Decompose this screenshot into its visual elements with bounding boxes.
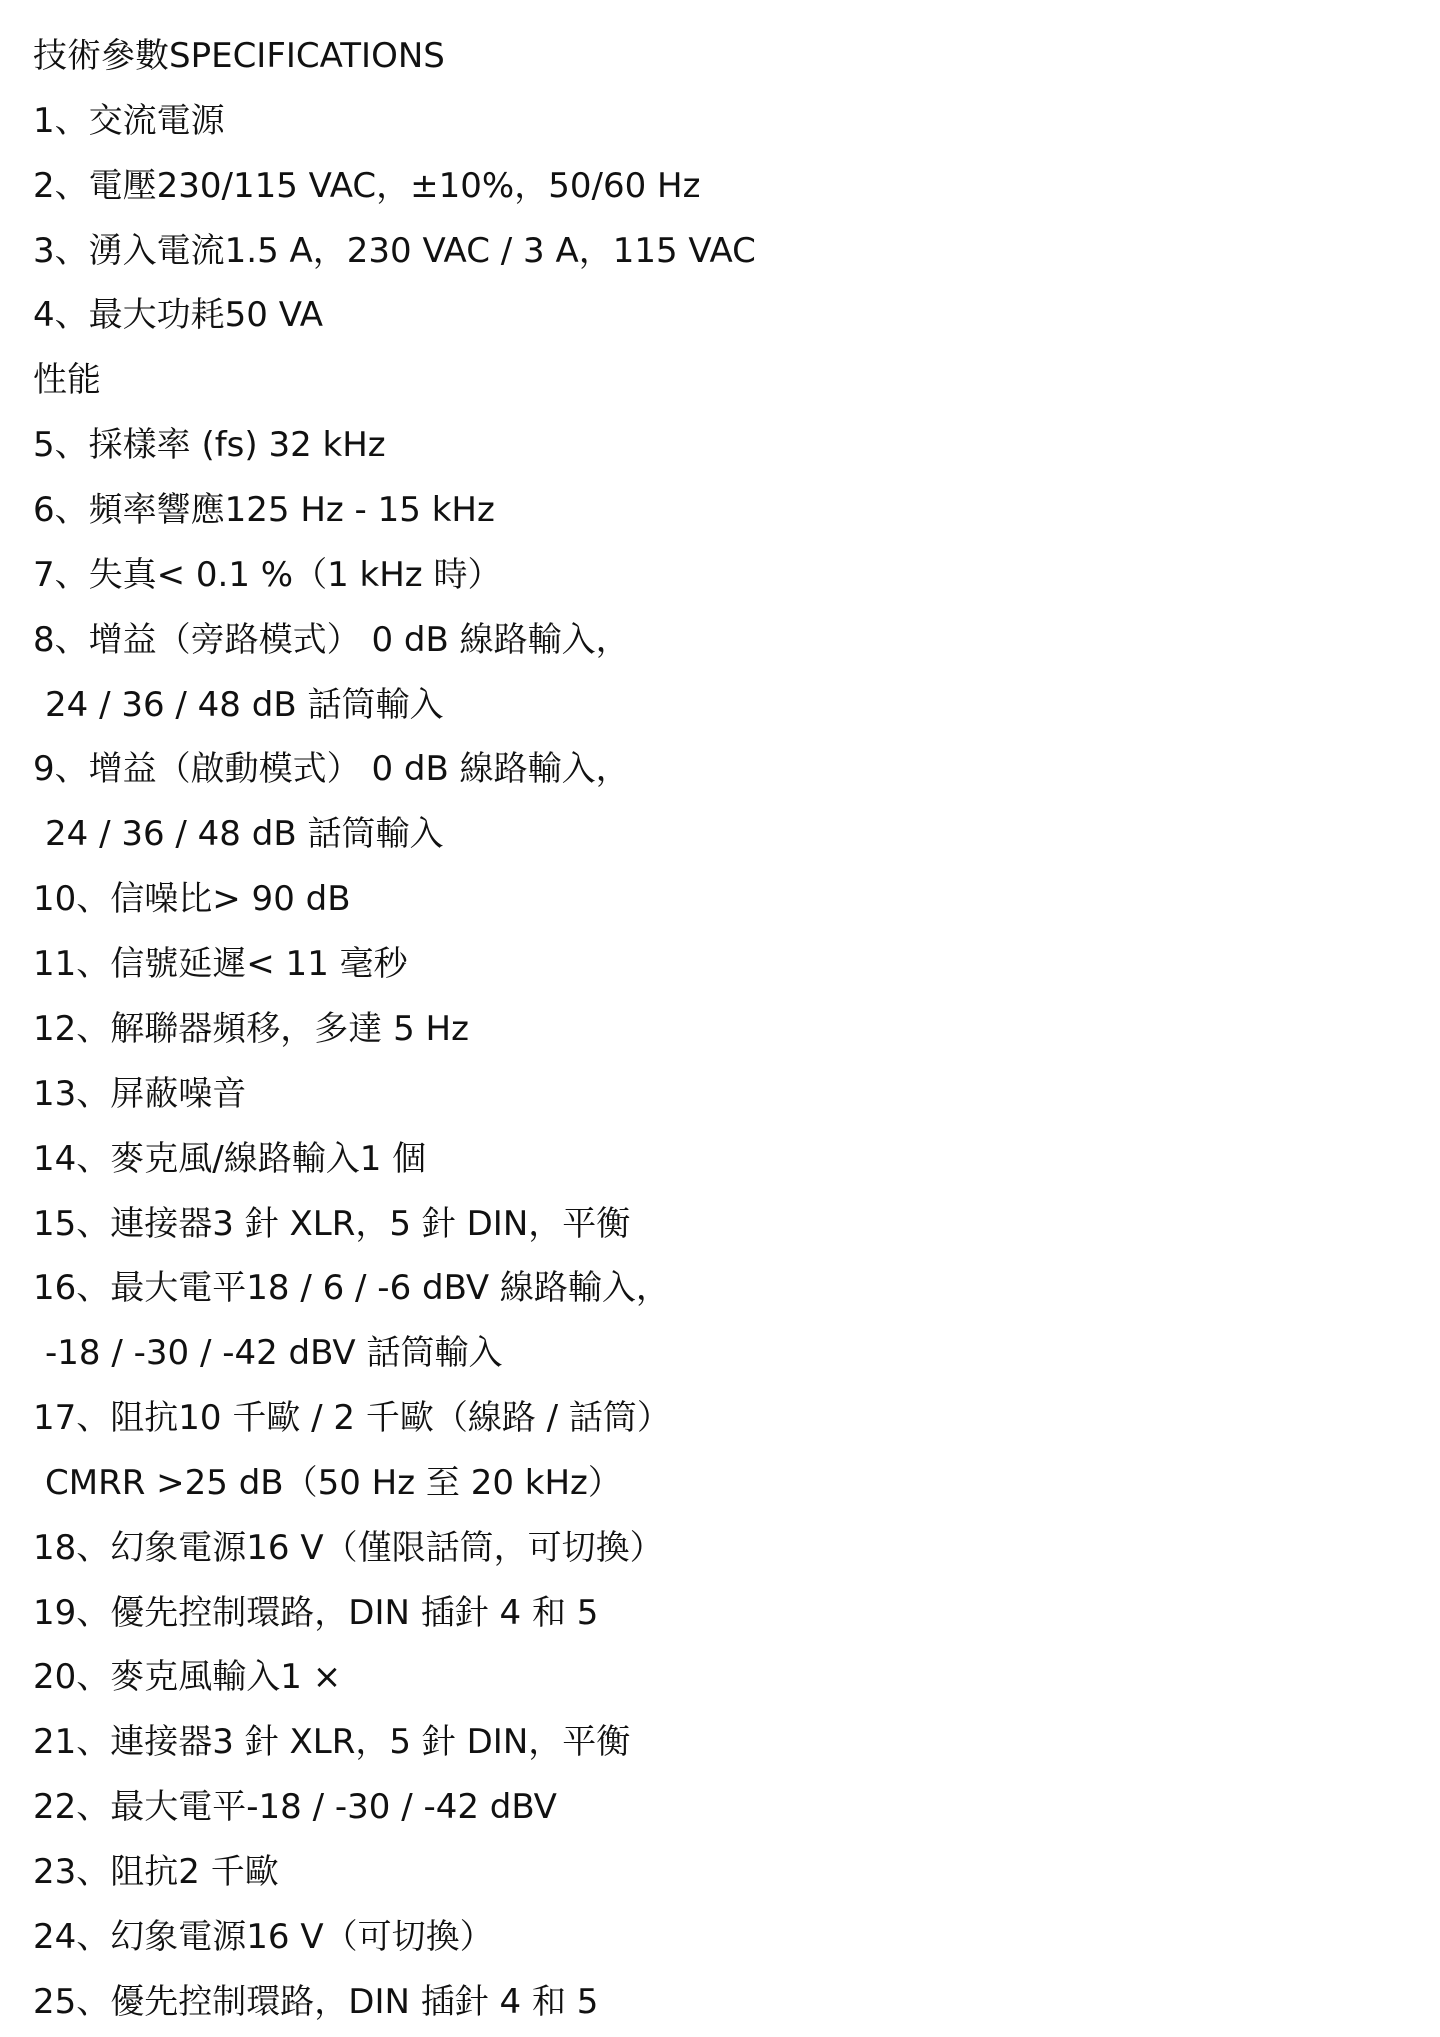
spec-line: 24、幻象電源16 V（可切換） bbox=[33, 1917, 494, 1957]
spec-line: 9、增益（啟動模式） 0 dB 線路輸入， bbox=[33, 749, 630, 789]
spec-line: 5、採樣率 (fs) 32 kHz bbox=[33, 425, 386, 465]
spec-line: 8、增益（旁路模式） 0 dB 線路輸入， bbox=[33, 620, 630, 660]
spec-line-continuation: 24 / 36 / 48 dB 話筒輸入 bbox=[45, 814, 444, 854]
spec-line-continuation: 24 / 36 / 48 dB 話筒輸入 bbox=[45, 685, 444, 725]
spec-line: 20、麥克風輸入1 × bbox=[33, 1657, 342, 1697]
spec-line: 4、最大功耗50 VA bbox=[33, 295, 324, 335]
spec-line: 15、連接器3 針 XLR，5 針 DIN，平衡 bbox=[33, 1204, 631, 1244]
spec-line: 19、優先控制環路，DIN 插針 4 和 5 bbox=[33, 1593, 599, 1633]
spec-line: 13、屏蔽噪音 bbox=[33, 1074, 247, 1114]
spec-line: 11、信號延遲< 11 毫秒 bbox=[33, 944, 408, 984]
spec-line: 22、最大電平-18 / -30 / -42 dBV bbox=[33, 1787, 557, 1827]
spec-line: 6、頻率響應125 Hz - 15 kHz bbox=[33, 490, 495, 530]
spec-line: 1、交流電源 bbox=[33, 101, 225, 141]
spec-line: 2、電壓230/115 VAC，±10%，50/60 Hz bbox=[33, 166, 701, 206]
spec-line: 7、失真< 0.1 %（1 kHz 時） bbox=[33, 555, 502, 595]
page-title: 技術參數SPECIFICATIONS bbox=[33, 36, 445, 76]
spec-line: 25、優先控制環路，DIN 插針 4 和 5 bbox=[33, 1982, 599, 2022]
spec-line: 23、阻抗2 千歐 bbox=[33, 1852, 279, 1892]
spec-line: 14、麥克風/線路輸入1 個 bbox=[33, 1139, 427, 1179]
spec-line: 18、幻象電源16 V（僅限話筒，可切換） bbox=[33, 1528, 664, 1568]
spec-line: 17、阻抗10 千歐 / 2 千歐（線路 / 話筒） bbox=[33, 1398, 671, 1438]
spec-line-continuation: -18 / -30 / -42 dBV 話筒輸入 bbox=[45, 1333, 503, 1373]
spec-line: 16、最大電平18 / 6 / -6 dBV 線路輸入， bbox=[33, 1268, 670, 1308]
spec-line: 12、解聯器頻移，多達 5 Hz bbox=[33, 1009, 469, 1049]
spec-line: 10、信噪比> 90 dB bbox=[33, 879, 351, 919]
spec-line: 3、湧入電流1.5 A，230 VAC / 3 A，115 VAC bbox=[33, 231, 756, 271]
spec-line-continuation: CMRR >25 dB（50 Hz 至 20 kHz） bbox=[45, 1463, 622, 1503]
section-heading: 性能 bbox=[33, 360, 101, 400]
spec-line: 21、連接器3 針 XLR，5 針 DIN，平衡 bbox=[33, 1722, 631, 1762]
